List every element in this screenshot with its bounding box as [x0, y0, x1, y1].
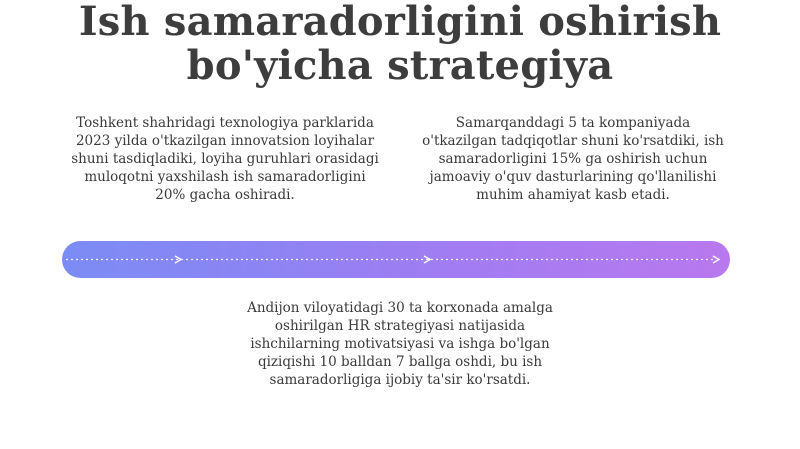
timeline-line: [62, 241, 730, 278]
page-title: [0, 0, 800, 88]
text-block-samarkand: Samarqanddagi 5 ta kompaniyada o'tkazilgan tadqiqotlar shuni ko'rsatdiki, ish samaradorligini 15% ga oshirish uchun jamoaviy o'quv dasturlarining qo'llanilishi muhim ahamiyat kasb etadi.: [422, 115, 724, 203]
title-line-2: bo'yicha strategiya: [186, 42, 614, 89]
text-block-andijan: Andijon viloyatidagi 30 ta korxonada amalga oshirilgan HR strategiyasi natijasida ishchilarning motivatsiyasi va ishga bo'lgan qiziqishi 10 balldan 7 ballga oshdi, bu ish samaradorligiga ijobiy ta'sir ko'rsatdi.: [247, 300, 553, 388]
title-line-1: Ish samaradorligini oshirish: [78, 0, 722, 45]
timeline-bar: [62, 241, 730, 278]
text-block-tashkent: Toshkent shahridagi texnologiya parklarida 2023 yilda o'tkazilgan innovatsion loyihalar shuni tasdiqladiki, loyiha guruhlari orasidagi muloqotni yaxshilash ish samaradorligini 20% gacha oshiradi.: [71, 115, 379, 203]
